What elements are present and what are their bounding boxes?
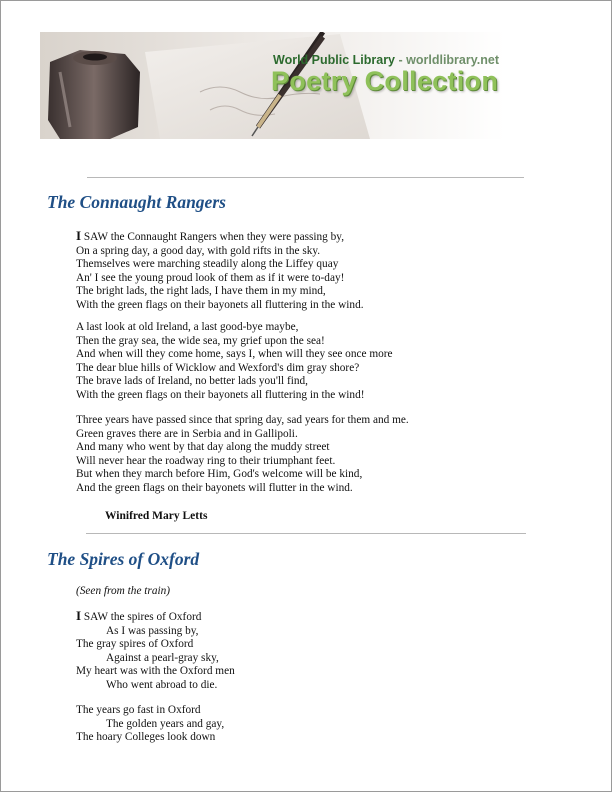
stanza bbox=[76, 704, 224, 745]
stanza bbox=[76, 321, 393, 403]
verse-line: Will never hear the roadway ring to their triumphant feet. bbox=[76, 454, 336, 467]
verse-line: A last look at old Ireland, a last good-bye maybe, bbox=[76, 321, 299, 333]
library-url: - worldlibrary.net bbox=[398, 53, 499, 67]
poem-author: Winifred Mary Letts bbox=[105, 510, 208, 522]
drop-cap: I bbox=[76, 228, 82, 243]
verse-line: The brave lads of Ireland, no better lads you'll find, bbox=[76, 375, 308, 388]
collection-title: Poetry Collection bbox=[271, 66, 499, 96]
verse-line: With the green flags on their bayonets all fluttering in the wind. bbox=[76, 298, 364, 311]
verse-line: But when they march before Him, God's welcome will be kind, bbox=[76, 468, 363, 481]
verse-line: On a spring day, a good day, with gold rifts in the sky. bbox=[76, 244, 321, 257]
verse-line: And the green flags on their bayonets will flutter in the wind. bbox=[76, 481, 353, 494]
verse-line: Who went abroad to die. bbox=[106, 678, 218, 691]
divider bbox=[86, 533, 526, 534]
poem-title: The Connaught Rangers bbox=[47, 192, 226, 212]
divider bbox=[87, 177, 524, 178]
library-name: World Public Library bbox=[273, 53, 396, 67]
verse-line: And many who went by that day along the muddy street bbox=[76, 441, 330, 454]
stanza bbox=[76, 229, 364, 313]
verse-line: As I was passing by, bbox=[106, 624, 199, 637]
poem-subtitle: (Seen from the train) bbox=[76, 585, 171, 597]
verse-line: The bright lads, the right lads, I have them in my mind, bbox=[76, 285, 326, 298]
poem-title: The Spires of Oxford bbox=[47, 549, 200, 569]
verse-line: My heart was with the Oxford men bbox=[76, 665, 235, 678]
verse-line: I SAW the Connaught Rangers when they were passing by, bbox=[76, 228, 345, 243]
stanza bbox=[76, 414, 409, 496]
verse-line: With the green flags on their bayonets all fluttering in the wind! bbox=[76, 388, 365, 401]
verse-line: An' I see the young proud look of them as if it were to-day! bbox=[76, 271, 345, 284]
library-heading bbox=[273, 53, 499, 67]
verse-line: I SAW the spires of Oxford bbox=[76, 608, 202, 623]
drop-cap: I bbox=[76, 608, 82, 623]
verse-line: Green graves there are in Serbia and in Gallipoli. bbox=[76, 427, 298, 440]
verse-line: The gray spires of Oxford bbox=[76, 638, 194, 651]
verse-line: And when will they come home, says I, when will they see once more bbox=[76, 348, 393, 361]
verse-line: The hoary Colleges look down bbox=[76, 731, 216, 744]
stanza bbox=[76, 609, 235, 693]
verse-line: The dear blue hills of Wicklow and Wexford's dim gray shore? bbox=[76, 361, 360, 374]
verse-line: Against a pearl-gray sky, bbox=[106, 651, 219, 664]
header-banner bbox=[40, 32, 505, 139]
verse-line: Themselves were marching steadily along the Liffey quay bbox=[76, 258, 339, 271]
verse-line: Then the gray sea, the wide sea, my grief upon the sea! bbox=[76, 334, 325, 347]
verse-line: The golden years and gay, bbox=[106, 717, 225, 730]
verse-line: Three years have passed since that spring day, sad years for them and me. bbox=[76, 414, 409, 426]
verse-line: The years go fast in Oxford bbox=[76, 704, 201, 716]
